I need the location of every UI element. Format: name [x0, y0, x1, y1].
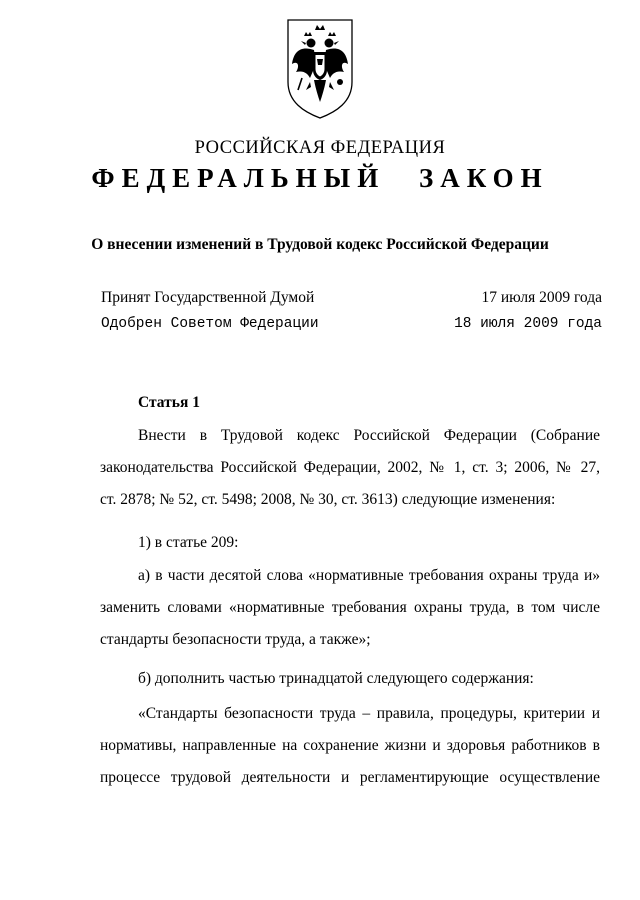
paragraph-item-b — [100, 669, 600, 689]
paragraph-line: заменить словами «нормативные требования охраны труда, в том числе — [100, 599, 600, 616]
paragraph-line: нормативы, направленные на сохранение жизни и здоровья работников в — [100, 737, 600, 754]
paragraph-line: 1) в статье 209: — [138, 534, 239, 551]
paragraph-line: процессе трудовой деятельности и регламентирующие осуществление — [100, 769, 600, 786]
law-title: О внесении изменений в Трудовой кодекс Российской Федерации — [91, 236, 549, 253]
approved-by-council-label: Одобрен Советом Федерации — [101, 316, 319, 332]
approved-by-council-date: 18 июля 2009 года — [454, 316, 602, 332]
law-type-heading: ФЕДЕРАЛЬНЫЙ ЗАКОН — [91, 163, 549, 193]
article-heading: Статья 1 — [138, 394, 200, 411]
adopted-by-duma-date: 17 июля 2009 года — [481, 289, 602, 306]
adopted-by-duma-label: Принят Государственной Думой — [101, 289, 315, 306]
paragraph-line: стандарты безопасности труда, а также»; — [100, 631, 371, 648]
paragraph-line: «Стандарты безопасности труда – правила, процедуры, критерии и — [138, 705, 600, 722]
paragraph-line: законодательства Российской Федерации, 2002, № 1, ст. 3; 2006, № 27, — [100, 459, 600, 476]
paragraph-item-1 — [100, 533, 600, 553]
paragraph-quote — [100, 704, 600, 788]
paragraph-line: Внести в Трудовой кодекс Российской Федерации (Собрание — [138, 427, 600, 444]
paragraph-line: ст. 2878; № 52, ст. 5498; 2008, № 30, ст. 3613) следующие изменения: — [100, 491, 556, 508]
paragraph-item-a — [100, 566, 600, 650]
paragraph-intro — [100, 426, 600, 510]
double-headed-eagle-emblem-icon — [284, 16, 356, 120]
paragraph-line: а) в части десятой слова «нормативные требования охраны труда и» — [138, 567, 600, 584]
country-name: РОССИЙСКАЯ ФЕДЕРАЦИЯ — [194, 138, 446, 158]
paragraph-line: б) дополнить частью тринадцатой следующего содержания: — [138, 670, 534, 687]
